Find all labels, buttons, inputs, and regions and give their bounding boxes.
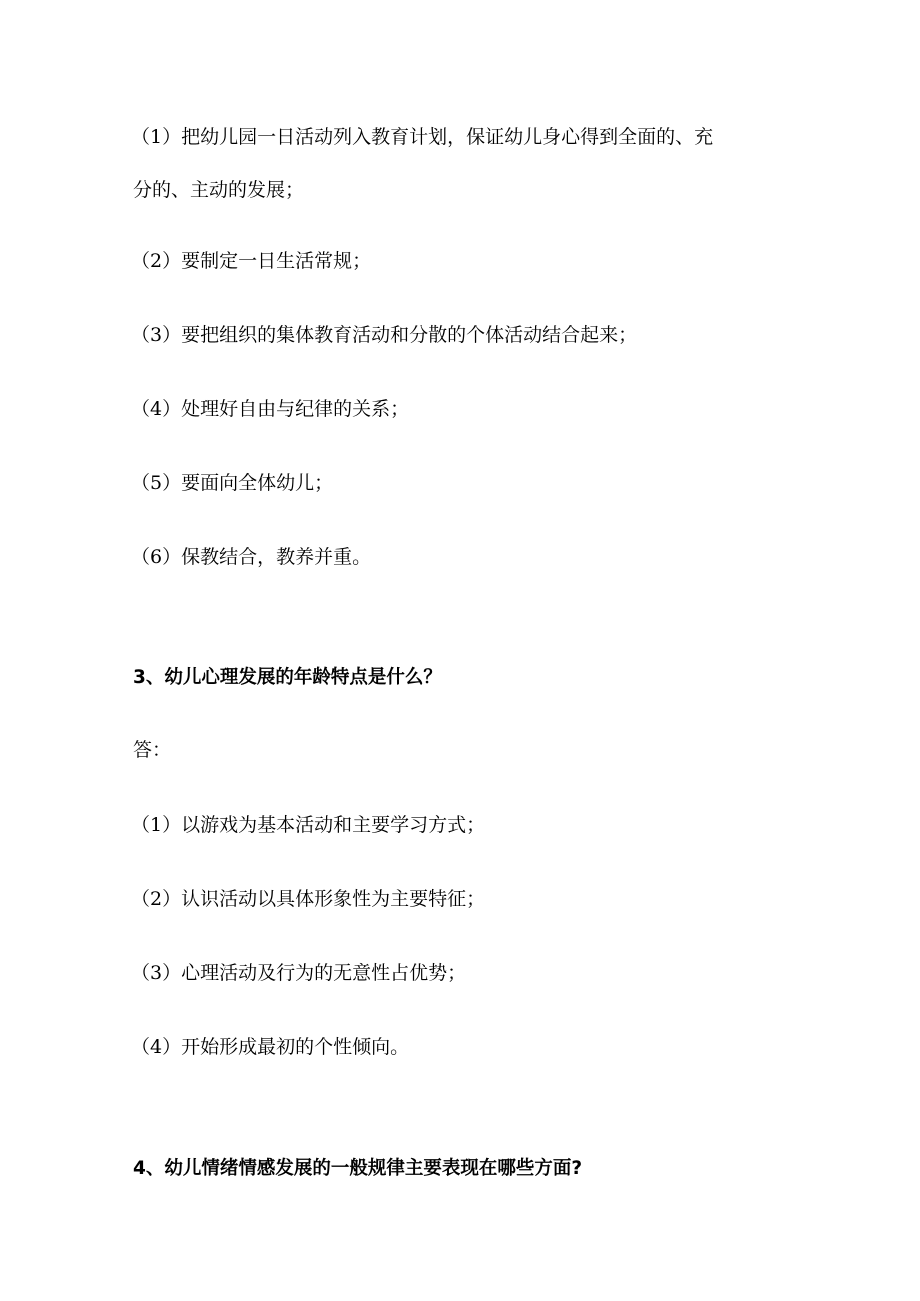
question-3-heading: 3、幼儿心理发展的年龄特点是什么？ (133, 667, 442, 688)
list-item: （2）认识活动以具体形象性为主要特征； (131, 888, 486, 910)
list-item: （3）要把组织的集体教育活动和分散的个体活动结合起来； (131, 324, 638, 346)
list-item: （5）要面向全体幼儿； (131, 472, 334, 494)
list-item-continuation: 分的、主动的发展； (133, 179, 305, 201)
list-item: （1）以游戏为基本活动和主要学习方式； (131, 814, 486, 836)
list-item: （4）开始形成最初的个性倾向。 (131, 1036, 410, 1058)
question-4-heading: 4、幼儿情绪情感发展的一般规律主要表现在哪些方面? (133, 1158, 583, 1179)
list-item: （1）把幼儿园一日活动列入教育计划，保证幼儿身心得到全面的、充 (131, 126, 714, 148)
list-item: （6）保教结合，教养并重。 (131, 546, 372, 568)
list-item: （3）心理活动及行为的无意性占优势； (131, 962, 467, 984)
answer-label: 答： (133, 739, 172, 761)
list-item: （2）要制定一日生活常规； (131, 250, 372, 272)
list-item: （4）处理好自由与纪律的关系； (131, 398, 410, 420)
